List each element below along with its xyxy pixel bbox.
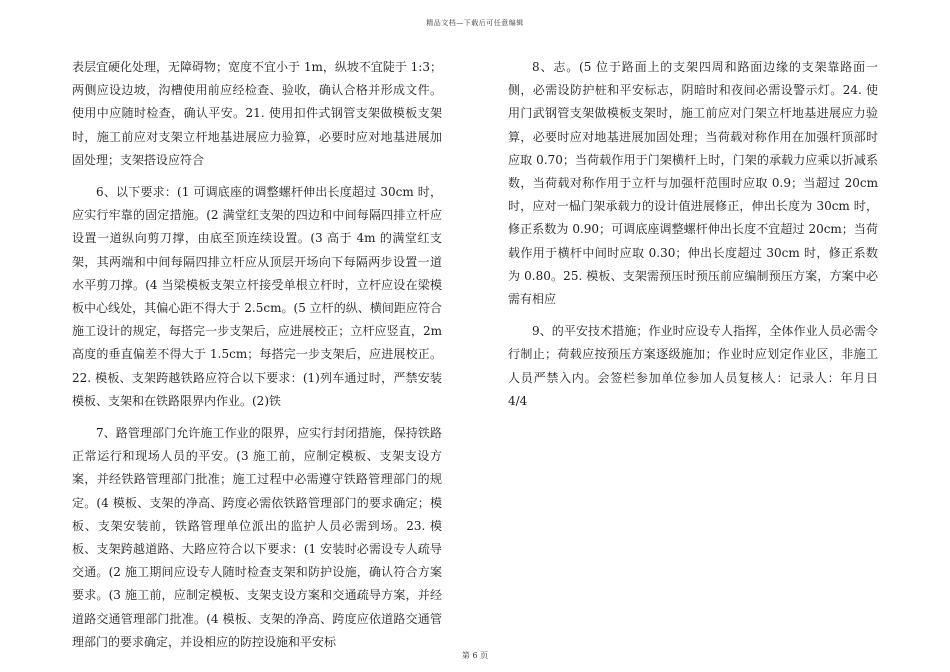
paragraph: 8、志。(5 位于路面上的支架四周和路面边缘的支架靠路面一侧，必需设防护桩和平安标志，阴暗时和夜间必需设警示灯。24. 使用门武钢管支架做模板支架时，施工前应对门架立杆地基进展应力验算，必要时应对地基进展加固处理；当荷载对称作用在加强杆顶部时应取 0.70；当荷载作用于门架横杆上时，门架的承载力应乘以折减系数，当荷载对称作用于立杆与加强杆范围时应取 0.9；当超过 20cm 时，应对一榀门架承载力的设计值进展修正，伸出长度为 30cm 时，修正系数为 0.90；可调底座调整螺杆伸出长度不宜超过 20cm；当荷载作用于横杆中间时应取 0.30；伸出长度超过 30cm 时，修正系数为 0.80。25. 模板、支架需预压时预压前应编制预压方案，方案中必需有相应 [508, 60, 878, 307]
paragraph: 6、以下要求：(1 可调底座的调整螺杆伸出长度超过 30cm 时，应实行牢靠的固定措施。(2 满堂红支架的四边和中间每隔四排立杆应设置一道纵向剪刀撑，由底至顶连续设置。(3 高于 4m 的满堂红支架，其两端和中间每隔四排立杆应从顶层开场向下每隔两步设置一道水平剪刀撑。(4 当梁模板支架立杆接受单根立杆时，立杆应设在梁模板中心线处，其偏心距不得大于 2.5cm。(5 立杆的纵、横间距应符合施工设计的规定，每搭完一步支架后，应进展校正；立杆应竖直，2m 高度的垂直偏差不得大于 1.5cm；每搭完一步支架后，应进展校正。22. 模板、支架跨越铁路应符合以下要求：(1)列车通过时，严禁安装模板、支架和在铁路限界内作业。(2)铁 [72, 185, 442, 408]
page-number: 第 6 页 [461, 651, 489, 660]
paragraph: 表层宜硬化处理，无障碍物；宽度不宜小于 1m，纵坡不宜陡于 1:3；两侧应设边坡，沟槽使用前应经检查、验收，确认合格并形成文件。使用中应随时检查，确认平安。21. 使用扣件式钢管支架做模板支架时，施工前应对支架立杆地基进展应力验算，必要时应对地基进展加固处理；支架搭设应符合 [72, 60, 442, 167]
right-column [508, 56, 878, 422]
left-column [72, 56, 442, 663]
page-header: 精品文档—下载后可任意编辑 [426, 19, 524, 27]
paragraph: 7、路管理部门允许施工作业的限界，应实行封闭措施，保持铁路正常运行和现场人员的平安。(3 施工前，应制定模板、支架支设方案，并经铁路管理部门批准；施工过程中必需遵守铁路管理部门的规定。(4 模板、支架的净高、跨度必需依铁路管理部门的要求确定；模板、支架安装前，铁路管理单位派出的监护人员必需到场。23. 模板、支架跨越道路、大路应符合以下要求：(1 安装时必需设专人疏导交通。(2 施工期间应设专人随时检查支架和防护设施，确认符合方案要求。(3 施工前，应制定模板、支架支设方案和交通疏导方案，并经道路交通管理部门批准。(4 模板、支架的净高、跨度应依道路交通管理部门的要求确定，并设相应的防控设施和平安标 [72, 426, 442, 649]
paragraph: 9、的平安技术措施；作业时应设专人指挥，全体作业人员必需令行制止；荷载应按预压方案逐级施加；作业时应划定作业区，非施工人员严禁入内。会签栏参加单位参加人员复核人：记录人：年月日 4/4 [508, 324, 878, 408]
